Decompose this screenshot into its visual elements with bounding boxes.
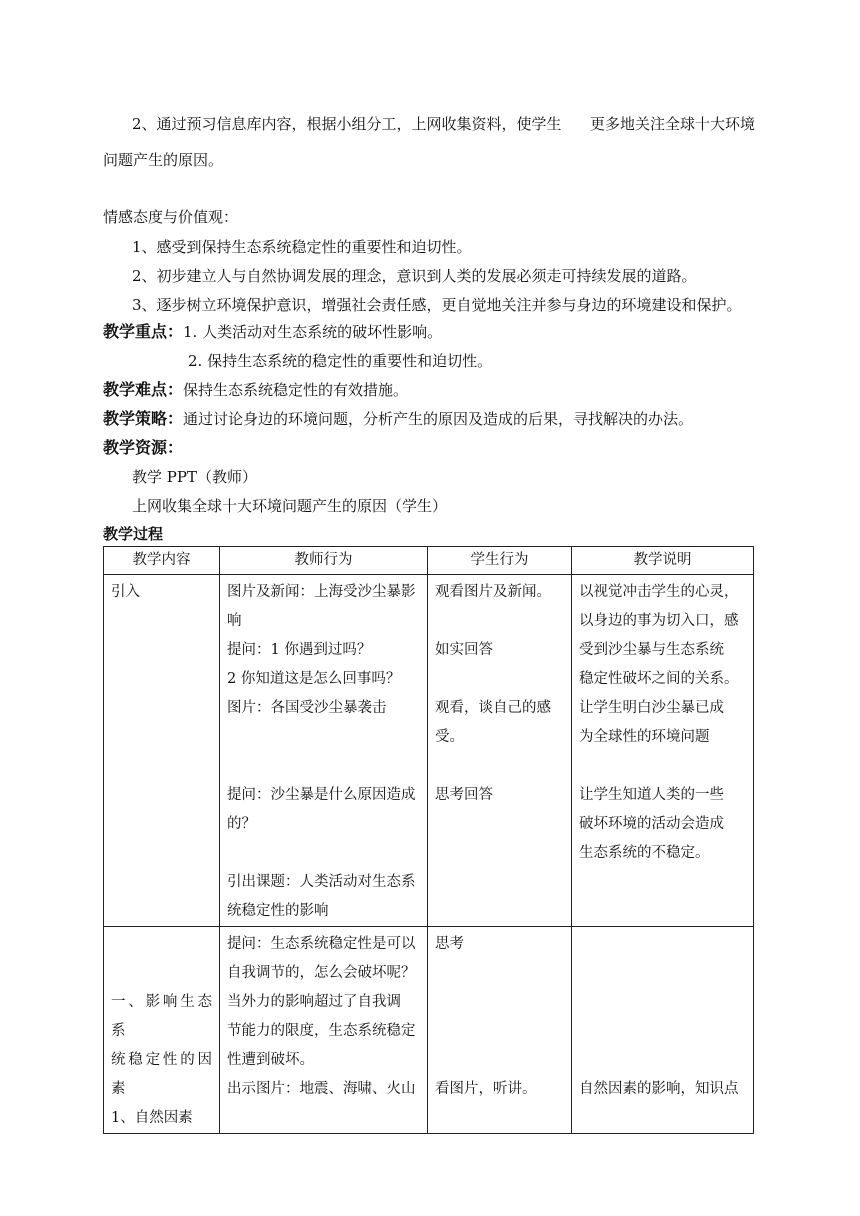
cell-line: 的？	[227, 816, 256, 832]
cell-line	[435, 1046, 564, 1075]
cell-line: 一、影响生态系	[111, 994, 212, 1039]
difficulty-text: 保持生态系统稳定性的有效措施。	[183, 381, 409, 399]
cell-line	[227, 752, 420, 781]
cell-line: 让学生明白沙尘暴已成	[579, 700, 724, 716]
row2-teacher-cell	[220, 927, 428, 1134]
row2-notes-cell	[572, 927, 754, 1134]
cell-line: 素	[111, 1081, 126, 1097]
cell-line: 以视觉冲击学生的心灵，	[579, 584, 739, 600]
process-table	[103, 546, 754, 1134]
cell-line: 受。	[435, 729, 464, 745]
objective-item-2-part1: 2、通过预习信息库内容，根据小组分工，上网收集资料，使学生	[132, 115, 562, 133]
process-heading: 教学过程	[103, 525, 164, 543]
resource-item-2: 上网收集全球十大环境问题产生的原因（学生）	[132, 497, 448, 515]
cell-line: 自然因素的影响，知识点	[579, 1081, 739, 1097]
row1-student-cell	[428, 575, 572, 927]
cell-line: 响	[227, 613, 242, 629]
attitudes-heading: 情感态度与价值观：	[103, 208, 239, 226]
cell-line: 提问：1 你遇到过吗？	[227, 642, 372, 658]
cell-line	[435, 959, 564, 988]
attitude-item-1: 1、感受到保持生态系统稳定性的重要性和迫切性。	[132, 238, 472, 256]
cell-line	[435, 665, 564, 694]
cell-line	[579, 930, 746, 959]
difficulty-label: 教学难点：	[103, 380, 184, 399]
resource-item-1: 教学 PPT（教师）	[132, 468, 257, 486]
cell-line	[111, 959, 212, 988]
cell-line: 图片：各国受沙尘暴袭击	[227, 700, 387, 716]
key-points-line	[103, 322, 442, 342]
cell-line	[435, 752, 564, 781]
strategy-label: 教学策略：	[103, 409, 184, 428]
objective-item-2-line2: 问题产生的原因。	[103, 151, 224, 169]
cell-line: 让学生知道人类的一些	[579, 787, 724, 803]
row1-content: 引入	[111, 584, 140, 600]
key-point-2: 2. 保持生态系统的稳定性的重要性和迫切性。	[188, 352, 493, 370]
cell-line: 如实回答	[435, 642, 493, 658]
table-row	[104, 575, 754, 927]
cell-line	[579, 1046, 746, 1075]
key-points-label: 教学重点：	[103, 322, 184, 341]
cell-line: 当外力的影响超过了自我调	[227, 994, 401, 1010]
objective-item-2-part2: 更多地关注全球十大环境	[590, 115, 756, 133]
cell-line: 为全球性的环境问题	[579, 729, 710, 745]
cell-line	[579, 752, 746, 781]
cell-line: 节能力的限度，生态系统稳定	[227, 1023, 416, 1039]
cell-line	[579, 1017, 746, 1046]
column-header-notes: 教学说明	[572, 547, 754, 575]
resources-label: 教学资源：	[103, 438, 184, 457]
cell-line	[435, 988, 564, 1017]
cell-line	[579, 959, 746, 988]
column-header-content: 教学内容	[104, 547, 220, 575]
cell-line: 性遭到破坏。	[227, 1052, 314, 1068]
cell-line: 生态系统的不稳定。	[579, 845, 710, 861]
attitude-item-2: 2、初步建立人与自然协调发展的理念，意识到人类的发展必须走可持续发展的道路。	[132, 267, 697, 285]
cell-line: 统稳定性的因	[111, 1052, 212, 1068]
cell-line: 统稳定性的影响	[227, 903, 329, 919]
row1-content-cell	[104, 575, 220, 927]
row1-teacher-cell	[220, 575, 428, 927]
cell-line: 看图片，听讲。	[435, 1081, 537, 1097]
cell-line	[435, 1017, 564, 1046]
strategy-text: 通过讨论身边的环境问题，分析产生的原因及造成的后果，寻找解决的办法。	[183, 410, 694, 428]
cell-line: 以身边的事为切入口，感	[579, 613, 739, 629]
cell-line: 稳定性破坏之间的关系。	[579, 671, 739, 687]
row1-notes-cell	[572, 575, 754, 927]
cell-line: 1、自然因素	[111, 1110, 193, 1126]
key-point-1: 1. 人类活动对生态系统的破坏性影响。	[183, 323, 443, 341]
cell-line: 引出课题：人类活动对生态系	[227, 874, 416, 890]
attitude-item-3: 3、逐步树立环境保护意识，增强社会责任感，更自觉地关注并参与身边的环境建设和保护。	[132, 296, 742, 314]
cell-line: 破坏环境的活动会造成	[579, 816, 724, 832]
cell-line	[579, 988, 746, 1017]
row2-content-cell	[104, 927, 220, 1134]
table-header-row	[104, 547, 754, 575]
cell-line: 自我调节的，怎么会破坏呢？	[227, 965, 416, 981]
cell-line: 观看，谈自己的感	[435, 700, 551, 716]
cell-line	[227, 839, 420, 868]
cell-line: 图片及新闻：上海受沙尘暴影	[227, 584, 416, 600]
cell-line: 思考回答	[435, 787, 493, 803]
cell-line: 受到沙尘暴与生态系统	[579, 642, 724, 658]
cell-line: 提问：生态系统稳定性是可以	[227, 936, 416, 952]
cell-line	[111, 930, 212, 959]
cell-line: 观看图片及新闻。	[435, 584, 551, 600]
column-header-student: 学生行为	[428, 547, 572, 575]
cell-line: 2 你知道这是怎么回事吗？	[227, 671, 401, 687]
cell-line: 提问：沙尘暴是什么原因造成	[227, 787, 416, 803]
difficulty-line	[103, 380, 408, 400]
strategy-line	[103, 409, 693, 429]
cell-line	[435, 607, 564, 636]
cell-line: 思考	[435, 936, 464, 952]
cell-line	[227, 723, 420, 752]
column-header-teacher: 教师行为	[220, 547, 428, 575]
cell-line: 出示图片：地震、海啸、火山	[227, 1081, 416, 1097]
row2-student-cell	[428, 927, 572, 1134]
table-row	[104, 927, 754, 1134]
